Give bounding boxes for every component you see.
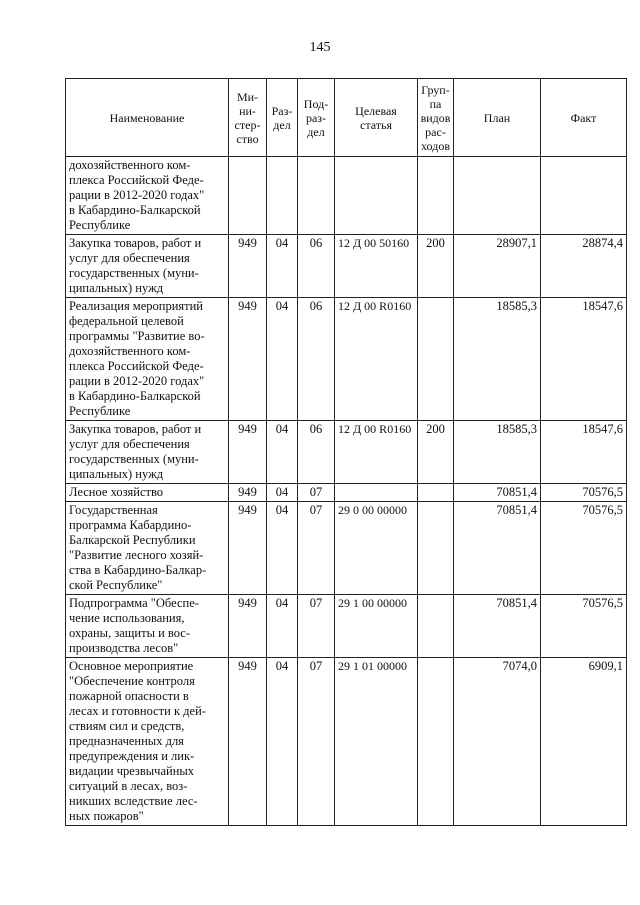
cell-ministry: 949 bbox=[229, 595, 267, 658]
header-target: Целевая статья bbox=[335, 79, 418, 157]
cell-fact: 18547,6 bbox=[541, 421, 627, 484]
cell-section: 04 bbox=[267, 421, 298, 484]
table-row bbox=[66, 298, 627, 421]
cell-section: 04 bbox=[267, 235, 298, 298]
cell-ministry: 949 bbox=[229, 421, 267, 484]
cell-group bbox=[418, 658, 454, 826]
cell-ministry: 949 bbox=[229, 484, 267, 502]
cell-section: 04 bbox=[267, 502, 298, 595]
cell-plan: 70851,4 bbox=[454, 502, 541, 595]
table-header-row bbox=[66, 79, 627, 157]
cell-section: 04 bbox=[267, 658, 298, 826]
cell-ministry: 949 bbox=[229, 502, 267, 595]
table-body bbox=[66, 157, 627, 826]
cell-subsection: 07 bbox=[298, 484, 335, 502]
cell-fact: 28874,4 bbox=[541, 235, 627, 298]
table-row bbox=[66, 421, 627, 484]
cell-section: 04 bbox=[267, 298, 298, 421]
cell-plan: 18585,3 bbox=[454, 298, 541, 421]
cell-target: 12 Д 00 R0160 bbox=[335, 421, 418, 484]
cell-group bbox=[418, 157, 454, 235]
cell-target: 12 Д 00 50160 bbox=[335, 235, 418, 298]
cell-subsection: 07 bbox=[298, 502, 335, 595]
cell-name: Закупка товаров, работ и услуг для обеспечения государственных (муни- ципальных) нужд bbox=[66, 235, 229, 298]
cell-name: Реализация мероприятий федеральной целевой программы "Развитие во- дохозяйственного ком- плекса Российской Феде- рации в 2012-2020 годах" в Кабардино-Балкарской Республике bbox=[66, 298, 229, 421]
cell-ministry: 949 bbox=[229, 235, 267, 298]
cell-fact: 18547,6 bbox=[541, 298, 627, 421]
cell-target: 12 Д 00 R0160 bbox=[335, 298, 418, 421]
header-name: Наименование bbox=[66, 79, 229, 157]
cell-section: 04 bbox=[267, 484, 298, 502]
cell-name: Государственная программа Кабардино- Балкарской Республики "Развитие лесного хозяй- ства в Кабардино-Балкар- ской Республике" bbox=[66, 502, 229, 595]
cell-subsection: 07 bbox=[298, 595, 335, 658]
cell-subsection: 06 bbox=[298, 298, 335, 421]
header-group: Груп- па видов рас- ходов bbox=[418, 79, 454, 157]
table-row bbox=[66, 502, 627, 595]
cell-group bbox=[418, 298, 454, 421]
cell-plan: 7074,0 bbox=[454, 658, 541, 826]
cell-plan: 70851,4 bbox=[454, 484, 541, 502]
cell-ministry: 949 bbox=[229, 658, 267, 826]
cell-target bbox=[335, 157, 418, 235]
cell-section: 04 bbox=[267, 595, 298, 658]
cell-name: Подпрограмма "Обеспе- чение использования, охраны, защиты и вос- производства лесов" bbox=[66, 595, 229, 658]
cell-name: Основное мероприятие "Обеспечение контроля пожарной опасности в лесах и готовности к дей- ствиям сил и средств, предназначенных для предупреждения и лик- видации чрезвычайных ситуаций в лесах, воз- никших вследствие лес- ных пожаров" bbox=[66, 658, 229, 826]
table-row bbox=[66, 157, 627, 235]
header-ministry: Ми- ни- стер- ство bbox=[229, 79, 267, 157]
header-plan: План bbox=[454, 79, 541, 157]
cell-fact: 6909,1 bbox=[541, 658, 627, 826]
header-subsection: Под- раз- дел bbox=[298, 79, 335, 157]
table-row bbox=[66, 235, 627, 298]
cell-fact: 70576,5 bbox=[541, 595, 627, 658]
cell-subsection: 06 bbox=[298, 235, 335, 298]
cell-section bbox=[267, 157, 298, 235]
cell-group bbox=[418, 595, 454, 658]
cell-name: Закупка товаров, работ и услуг для обеспечения государственных (муни- ципальных) нужд bbox=[66, 421, 229, 484]
table-row bbox=[66, 484, 627, 502]
cell-group: 200 bbox=[418, 421, 454, 484]
table-row bbox=[66, 658, 627, 826]
cell-target: 29 0 00 00000 bbox=[335, 502, 418, 595]
cell-group: 200 bbox=[418, 235, 454, 298]
budget-table bbox=[65, 78, 627, 826]
cell-subsection: 06 bbox=[298, 421, 335, 484]
cell-target: 29 1 00 00000 bbox=[335, 595, 418, 658]
cell-ministry bbox=[229, 157, 267, 235]
page-number: 145 bbox=[309, 40, 331, 55]
table-row bbox=[66, 595, 627, 658]
cell-ministry: 949 bbox=[229, 298, 267, 421]
cell-subsection bbox=[298, 157, 335, 235]
cell-target bbox=[335, 484, 418, 502]
header-fact: Факт bbox=[541, 79, 627, 157]
cell-name: дохозяйственного ком- плекса Российской Феде- рации в 2012-2020 годах" в Кабардино-Балкарской Республике bbox=[66, 157, 229, 235]
header-section: Раз- дел bbox=[267, 79, 298, 157]
cell-group bbox=[418, 484, 454, 502]
cell-plan: 28907,1 bbox=[454, 235, 541, 298]
cell-name: Лесное хозяйство bbox=[66, 484, 229, 502]
cell-target: 29 1 01 00000 bbox=[335, 658, 418, 826]
cell-fact: 70576,5 bbox=[541, 502, 627, 595]
cell-subsection: 07 bbox=[298, 658, 335, 826]
cell-plan bbox=[454, 157, 541, 235]
cell-plan: 70851,4 bbox=[454, 595, 541, 658]
cell-group bbox=[418, 502, 454, 595]
cell-fact: 70576,5 bbox=[541, 484, 627, 502]
cell-fact bbox=[541, 157, 627, 235]
cell-plan: 18585,3 bbox=[454, 421, 541, 484]
